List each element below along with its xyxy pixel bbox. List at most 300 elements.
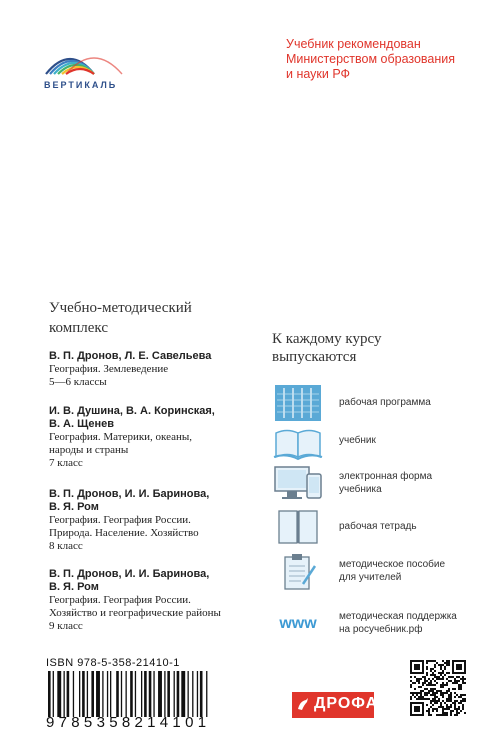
qr-module [442, 664, 444, 666]
qr-module [462, 698, 464, 700]
qr-module [430, 714, 432, 716]
qr-module [434, 684, 436, 686]
qr-module [434, 660, 436, 662]
qr-module [446, 698, 448, 700]
qr-module [434, 674, 436, 676]
qr-module [440, 702, 442, 704]
qr-module [450, 692, 452, 694]
qr-module [462, 700, 464, 702]
qr-module [440, 664, 442, 666]
qr-module [414, 692, 416, 694]
barcode-bar [87, 671, 88, 717]
qr-module [454, 706, 456, 708]
barcode-bar [130, 671, 133, 717]
qr-module [448, 700, 450, 702]
qr-module [436, 678, 438, 680]
qr-module [448, 662, 450, 664]
qr-module [426, 704, 428, 706]
qr-module [452, 710, 454, 712]
qr-module [436, 682, 438, 684]
qr-module [430, 674, 432, 676]
qr-module [442, 708, 444, 710]
qr-module [452, 702, 454, 704]
barcode-bar [164, 671, 165, 717]
qr-module [426, 662, 428, 664]
qr-module [450, 712, 452, 714]
qr-module [432, 672, 434, 674]
qr-module [446, 672, 448, 674]
barcode-bar [64, 671, 65, 717]
qr-module [444, 668, 446, 670]
book-entry [49, 568, 259, 633]
qr-module [410, 686, 412, 688]
qr-module [432, 692, 434, 694]
qr-module [446, 690, 448, 692]
qr-module [448, 698, 450, 700]
qr-module [440, 666, 442, 668]
qr-module [446, 678, 448, 680]
qr-module [434, 700, 436, 702]
publisher-name: ДРОФА [314, 695, 379, 712]
qr-module [418, 682, 420, 684]
qr-module [424, 682, 426, 684]
qr-module [458, 684, 460, 686]
course-item-label-line: электронная форма [339, 471, 433, 482]
barcode-bar [144, 671, 147, 717]
qr-module [440, 678, 442, 680]
qr-module [442, 678, 444, 680]
qr-module [442, 686, 444, 688]
qr-module [450, 710, 452, 712]
complex-title [49, 298, 192, 338]
recommendation-line: Министерством образования [286, 52, 456, 66]
qr-module [450, 694, 452, 696]
qr-module [422, 684, 424, 686]
recommendation-note [286, 37, 486, 82]
qr-module [450, 698, 452, 700]
qr-module [436, 710, 438, 712]
qr-module [454, 678, 456, 680]
qr-module [432, 710, 434, 712]
qr-module [430, 668, 432, 670]
course-item [273, 464, 483, 502]
qr-module [432, 704, 434, 706]
qr-module [426, 668, 428, 670]
qr-module [448, 672, 450, 674]
course-item-label: рабочая программа [339, 397, 431, 408]
qr-module [436, 676, 438, 678]
qr-module [420, 694, 422, 696]
qr-module [442, 710, 444, 712]
qr-module [442, 694, 444, 696]
www-icon [273, 604, 323, 642]
publisher-logo [292, 692, 379, 718]
qr-module [450, 680, 452, 682]
qr-module [446, 708, 448, 710]
qr-module [450, 704, 452, 706]
qr-module [442, 696, 444, 698]
qr-module [436, 702, 438, 704]
qr-module [414, 688, 416, 690]
qr-module [442, 714, 444, 716]
qr-module [416, 692, 418, 694]
barcode-bar [107, 671, 108, 717]
qr-module [440, 686, 442, 688]
qr-module [418, 678, 420, 680]
qr-module [440, 674, 442, 676]
qr-module [444, 714, 446, 716]
qr-module [444, 712, 446, 714]
qr-module [446, 706, 448, 708]
qr-module [422, 676, 424, 678]
book-authors: В. П. Дронов, И. И. Баринова, [49, 568, 210, 580]
qr-module [428, 660, 430, 662]
qr-module [434, 708, 436, 710]
qr-module [428, 712, 430, 714]
qr-module [426, 692, 428, 694]
barcode-bar [126, 671, 127, 717]
qr-module [446, 660, 448, 662]
bird-icon [296, 697, 310, 713]
qr-module [418, 686, 420, 688]
qr-module [440, 714, 442, 716]
qr-module [458, 676, 460, 678]
qr-module [446, 700, 448, 702]
book-authors: В. А. Щенев [49, 418, 114, 430]
qr-module [456, 714, 458, 716]
qr-module [460, 702, 462, 704]
qr-module [432, 660, 434, 662]
book-authors: В. Я. Ром [49, 501, 99, 513]
course-item-label [339, 470, 432, 496]
qr-module [446, 664, 448, 666]
qr-module [420, 692, 422, 694]
qr-module [418, 696, 420, 698]
qr-module [430, 680, 432, 682]
qr-module [448, 660, 450, 662]
qr-module [454, 708, 456, 710]
qr-module [428, 698, 430, 700]
qr-module [444, 692, 446, 694]
qr-module [442, 682, 444, 684]
qr-module [424, 694, 426, 696]
qr-module [426, 672, 428, 674]
qr-module [412, 694, 414, 696]
barcode-bar [67, 671, 70, 717]
qr-module [430, 694, 432, 696]
qr-module [418, 692, 420, 694]
qr-module [462, 676, 464, 678]
qr-module [458, 686, 460, 688]
qr-module [438, 678, 440, 680]
barcode-bar [121, 671, 122, 717]
barcode-bar [200, 671, 203, 717]
book-authors: В. П. Дронов, Л. Е. Савельева [49, 350, 212, 362]
qr-module [464, 712, 466, 714]
qr-code-icon [410, 660, 466, 716]
qr-module [438, 690, 440, 692]
qr-module [434, 698, 436, 700]
qr-module [412, 692, 414, 694]
book-entry [49, 350, 259, 389]
qr-module [462, 706, 464, 708]
barcode-bar [135, 671, 136, 717]
course-title [272, 330, 381, 366]
book-authors: В. Я. Ром [49, 581, 99, 593]
book-desc: Природа. Население. Хозяйство [49, 527, 199, 539]
qr-module [436, 714, 438, 716]
qr-module [414, 706, 420, 712]
qr-module [444, 708, 446, 710]
course-item [273, 384, 483, 422]
book-desc: Хозяйство и географические районы [49, 607, 221, 619]
qr-module [444, 702, 446, 704]
complex-title-line: комплекс [49, 320, 108, 336]
course-item [273, 424, 483, 462]
qr-module [458, 688, 460, 690]
qr-module [420, 678, 422, 680]
qr-module [446, 684, 448, 686]
qr-module [452, 688, 454, 690]
course-item-label: учебник [339, 435, 376, 446]
qr-module [462, 680, 464, 682]
course-item-label [339, 610, 457, 636]
qr-module [442, 684, 444, 686]
book-desc: География. География России. [49, 514, 191, 526]
qr-module [442, 676, 444, 678]
qr-module [452, 682, 454, 684]
qr-module [464, 694, 466, 696]
qr-module [422, 696, 424, 698]
qr-module [456, 700, 458, 702]
qr-module [454, 696, 456, 698]
www-icon-text: www [279, 615, 317, 632]
qr-module [428, 678, 430, 680]
qr-module [460, 694, 462, 696]
qr-module [430, 688, 432, 690]
qr-module [440, 672, 442, 674]
book-desc: 8 класс [49, 540, 83, 552]
barcode-digits: 9785358214101 [46, 714, 211, 731]
qr-module [426, 688, 428, 690]
qr-module [454, 688, 456, 690]
qr-module [432, 678, 434, 680]
book-desc: народы и страны [49, 444, 129, 456]
barcode-bar [188, 671, 189, 717]
qr-module [426, 710, 428, 712]
qr-module [440, 706, 442, 708]
qr-module [434, 694, 436, 696]
qr-module [462, 708, 464, 710]
qr-module [426, 674, 428, 676]
course-item [273, 508, 483, 546]
qr-module [426, 666, 428, 668]
barcode-bar [167, 671, 170, 717]
qr-module [450, 696, 452, 698]
qr-module [454, 682, 456, 684]
qr-module [432, 674, 434, 676]
book-desc: 5—6 классы [49, 376, 107, 388]
barcode-icon [46, 671, 262, 717]
qr-module [444, 674, 446, 676]
qr-module [432, 690, 434, 692]
qr-module [430, 702, 432, 704]
qr-module [420, 696, 422, 698]
qr-module [442, 706, 444, 708]
qr-module [440, 690, 442, 692]
qr-module [434, 702, 436, 704]
barcode-bar [181, 671, 185, 717]
barcode-bar [197, 671, 198, 717]
qr-module [460, 700, 462, 702]
qr-module [456, 676, 458, 678]
barcode-bar [206, 671, 207, 717]
qr-module [428, 714, 430, 716]
qr-module [442, 700, 444, 702]
qr-module [430, 670, 432, 672]
barcode-bar [116, 671, 119, 717]
qr-module [430, 690, 432, 692]
qr-module [440, 704, 442, 706]
qr-module [448, 680, 450, 682]
qr-module [432, 684, 434, 686]
qr-module [422, 698, 424, 700]
book-entry [49, 405, 259, 470]
qr-module [414, 676, 416, 678]
qr-module [454, 700, 456, 702]
qr-module [458, 680, 460, 682]
qr-module [436, 700, 438, 702]
qr-module [462, 694, 464, 696]
qr-module [430, 700, 432, 702]
book-entry [49, 488, 259, 553]
qr-module [446, 662, 448, 664]
qr-module [426, 684, 428, 686]
qr-module [410, 684, 412, 686]
qr-module [424, 680, 426, 682]
qr-module [428, 690, 430, 692]
qr-module [442, 692, 444, 694]
qr-module [436, 692, 438, 694]
qr-module [422, 690, 424, 692]
qr-module [462, 704, 464, 706]
book-desc: 7 класс [49, 457, 83, 469]
qr-module [424, 688, 426, 690]
qr-module [434, 666, 436, 668]
qr-module [456, 708, 458, 710]
qr-module [458, 702, 460, 704]
course-item [273, 604, 483, 642]
qr-module [442, 670, 444, 672]
barcode-bar [153, 671, 154, 717]
qr-module [448, 676, 450, 678]
barcode-bar [174, 671, 175, 717]
qr-module [410, 692, 412, 694]
barcode-bar [91, 671, 94, 717]
qr-module [414, 696, 416, 698]
program-icon [273, 384, 323, 422]
barcode-bar [53, 671, 54, 717]
qr-module [438, 706, 440, 708]
barcode-bar [158, 671, 162, 717]
qr-module [432, 694, 434, 696]
qr-module [458, 712, 460, 714]
qr-module [446, 682, 448, 684]
qr-module [454, 714, 456, 716]
course-item-label: рабочая тетрадь [339, 521, 417, 532]
qr-module [442, 672, 444, 674]
course-item-label-line: для учителей [339, 572, 402, 583]
barcode-bar [177, 671, 180, 717]
recommendation-line: Учебник рекомендован [286, 37, 421, 51]
qr-module [444, 684, 446, 686]
qr-module [434, 664, 436, 666]
qr-module [456, 710, 458, 712]
qr-module [432, 698, 434, 700]
qr-module [426, 680, 428, 682]
book-authors: В. П. Дронов, И. И. Баринова, [49, 488, 210, 500]
qr-module [410, 698, 412, 700]
qr-module [440, 694, 442, 696]
course-title-line: К каждому курсу [272, 331, 382, 347]
course-item-label-line: методическая поддержка [339, 611, 457, 622]
qr-module [416, 678, 418, 680]
qr-module [460, 710, 462, 712]
barcode-bar [102, 671, 103, 717]
qr-module [412, 682, 414, 684]
qr-module [448, 706, 450, 708]
qr-module [426, 660, 428, 662]
qr-module [432, 668, 434, 670]
qr-module [422, 682, 424, 684]
book-desc: География. Землеведение [49, 363, 169, 375]
qr-module [462, 678, 464, 680]
qr-module [446, 712, 448, 714]
qr-module [438, 698, 440, 700]
textbook-icon [273, 424, 323, 462]
qr-module [444, 662, 446, 664]
barcode-bar [149, 671, 152, 717]
course-item-label-line: учебника [339, 484, 382, 495]
qr-module [450, 700, 452, 702]
qr-module [446, 704, 448, 706]
barcode-bar [79, 671, 80, 717]
book-desc: География. География России. [49, 594, 191, 606]
qr-module [414, 664, 420, 670]
devices-icon [273, 464, 323, 502]
qr-module [440, 668, 442, 670]
qr-module [458, 708, 460, 710]
qr-module [442, 660, 444, 662]
qr-module [434, 688, 436, 690]
qr-module [434, 670, 436, 672]
qr-module [450, 706, 452, 708]
qr-module [436, 696, 438, 698]
qr-module [446, 692, 448, 694]
qr-module [438, 700, 440, 702]
qr-module [436, 690, 438, 692]
complex-title-line: Учебно-методический [49, 300, 192, 316]
qr-module [460, 688, 462, 690]
qr-module [434, 680, 436, 682]
qr-module [436, 662, 438, 664]
qr-module [418, 698, 420, 700]
qr-module [420, 690, 422, 692]
qr-module [462, 682, 464, 684]
barcode-bar [192, 671, 193, 717]
qr-module [452, 676, 454, 678]
qr-module [454, 680, 456, 682]
